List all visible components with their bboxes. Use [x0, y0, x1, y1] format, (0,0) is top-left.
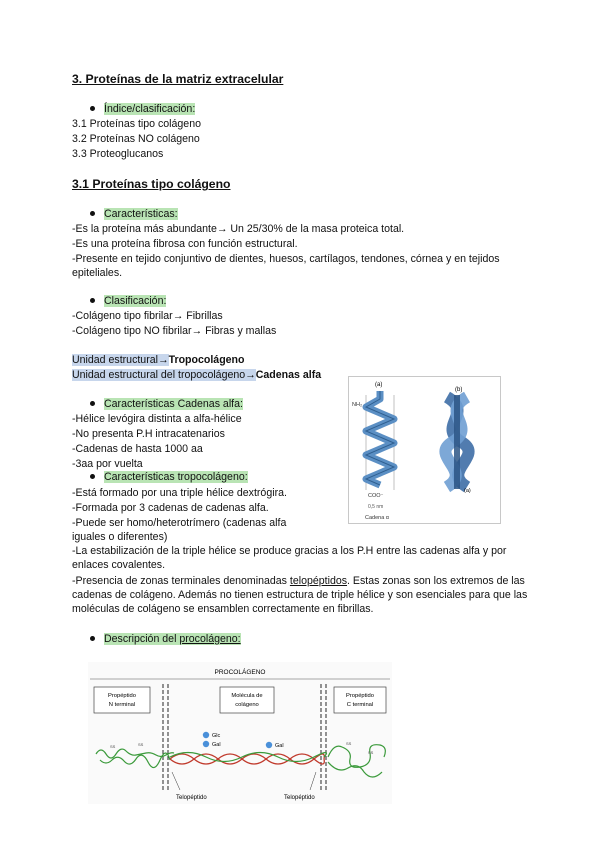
- paragraph-line: -Presente en tejido conjuntivo de dientes, huesos, cartílagos, tendones, córnea y en tejidos epiteliales.: [72, 253, 500, 279]
- index-item: 3.1 Proteínas tipo colágeno: [72, 118, 201, 130]
- triple-helix: [445, 395, 468, 489]
- paragraph-line: -Colágeno tipo fibrilar→ Fibrillas: [72, 310, 223, 322]
- paragraph-line: -La estabilización de la triple hélice se produce gracias a los P.H entre las cadenas alfa y por enlaces covalentes.: [72, 545, 507, 571]
- telo-left-label: Telopéptido: [176, 795, 207, 801]
- gal-label-1: Gal: [212, 742, 221, 748]
- bullet-icon: [90, 401, 95, 406]
- gal-label-2: Gal: [275, 743, 284, 749]
- box-c-text: Propéptido: [345, 693, 375, 699]
- caption-label: Cadena α: [365, 515, 389, 521]
- glc-dot: [203, 732, 209, 738]
- c-propeptide: [328, 745, 385, 768]
- paragraph-line: -Hélice levógira distinta a alfa-hélice: [72, 413, 242, 425]
- paragraph-line: -Colágeno tipo NO fibrilar→ Fibras y mallas: [72, 325, 277, 337]
- procolageno-figure: [88, 662, 392, 804]
- box-n-text: N terminal: [108, 702, 136, 708]
- glc-label: Glc: [212, 733, 221, 739]
- paragraph-line: -3aa por vuelta: [72, 458, 143, 470]
- telo-right-label: Telopéptido: [284, 795, 315, 801]
- ss-label: SS: [110, 744, 116, 749]
- box-mid-text: Molécula de: [231, 693, 263, 699]
- clasificacion-heading: Clasificación:: [90, 295, 166, 307]
- paragraph-line: -Cadenas de hasta 1000 aa: [72, 443, 203, 455]
- c-propeptide: [328, 762, 382, 777]
- paragraph-line: -Formada por 3 cadenas de cadenas alfa.: [72, 502, 269, 514]
- gal-dot: [203, 741, 209, 747]
- paragraph-line: -Puede ser homo/heterotrímero (cadenas alfa: [72, 517, 287, 529]
- paragraph-line: -Es la proteína más abundante→ Un 25/30% de la masa proteica total.: [72, 223, 405, 235]
- paragraph-line: -Es una proteína fibrosa con función estructural.: [72, 238, 298, 250]
- telopeptidos-paragraph: -Presencia de zonas terminales denominadas telopéptidos. Estas zonas son los extremos de las cadenas de colágeno. Además no tienen estructura de triple hélice y son esenciales para que las moléculas de colágeno se ensamblen correctamente en fibrillas.: [72, 575, 528, 615]
- box-c-terminal: [334, 687, 386, 713]
- caracteristicas-heading: Características:: [90, 208, 178, 220]
- ss-label: SS: [138, 742, 144, 747]
- unidad-estructural-tropocolageno: Unidad estructural del tropocolágeno→Cadenas alfa: [72, 369, 322, 381]
- procolageno-title: PROCOLÁGENO: [214, 669, 266, 676]
- box-c-text: C terminal: [346, 702, 374, 708]
- paragraph-line: -No presenta P.H intracatenarios: [72, 428, 225, 440]
- bullet-icon: [90, 106, 95, 111]
- pointer-line: [172, 772, 180, 790]
- cadenas-heading: Características Cadenas alfa:: [90, 398, 243, 410]
- gal-dot: [266, 742, 272, 748]
- index-item: 3.3 Proteoglucanos: [72, 148, 164, 160]
- ss-label: SS: [346, 741, 352, 746]
- pointer-line: [310, 772, 316, 790]
- bullet-icon: [90, 636, 95, 641]
- collagen-helix-figure: [348, 376, 501, 524]
- label-b: (b): [455, 387, 463, 393]
- tropocolageno-heading: Características tropocolágeno:: [90, 471, 248, 483]
- collagen-helix-illustration: [349, 377, 500, 523]
- box-molecula: [220, 687, 274, 713]
- nh2-label: NH₂: [352, 402, 363, 408]
- bullet-icon: [90, 211, 95, 216]
- bullet-icon: [90, 474, 95, 479]
- index-heading: Índice/clasificación:: [90, 103, 195, 115]
- index-item: 3.2 Proteínas NO colágeno: [72, 133, 200, 145]
- ss-label: SS: [368, 750, 374, 755]
- procolageno-diagram: [88, 662, 392, 804]
- label-a2: (a): [464, 488, 471, 494]
- box-n-text: Propéptido: [107, 693, 137, 699]
- page-title: 3. Proteínas de la matriz extracelular: [72, 72, 284, 86]
- bullet-icon: [90, 298, 95, 303]
- unidad-estructural: Unidad estructural→Tropocolágeno: [72, 354, 245, 366]
- label-a: (a): [375, 382, 383, 388]
- box-mid-text: colágeno: [235, 702, 259, 708]
- cooh-label: COO⁻: [368, 493, 384, 499]
- paragraph-line: -Está formado por una triple hélice dextrógira.: [72, 487, 287, 499]
- procolageno-heading: Descripción del procolágeno:: [90, 633, 241, 645]
- box-n-terminal: [94, 687, 150, 713]
- paragraph-line: iguales o diferentes): [72, 531, 168, 543]
- section-title: 3.1 Proteínas tipo colágeno: [72, 177, 231, 191]
- measure-label: 0,5 nm: [368, 504, 384, 510]
